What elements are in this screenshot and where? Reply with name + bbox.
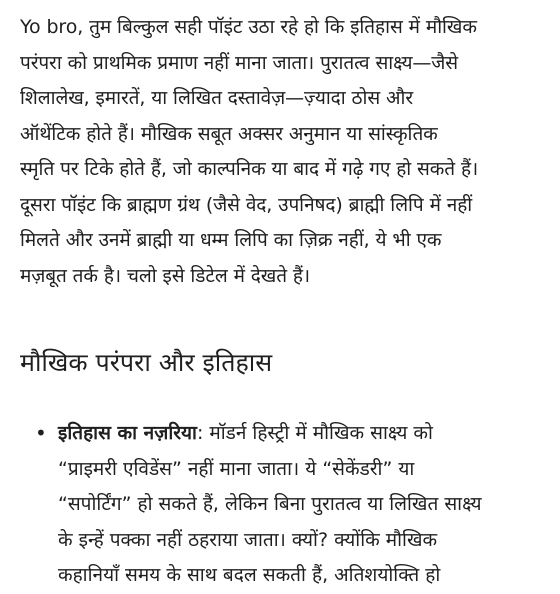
article-body (20, 10, 550, 586)
intro-paragraph (20, 10, 550, 294)
bullet-list (20, 416, 550, 594)
paragraph-line: Yo bro, तुम बिल्कुल सही पॉइंट उठा रहे हो कि इतिहास में मौखिक (20, 16, 477, 38)
paragraph-line: स्मृति पर टिके होते हैं, जो काल्पनिक या बाद में गढ़े गए हो सकते हैं। (20, 158, 479, 180)
paragraph-line: मज़बूत तर्क है। चलो इसे डिटेल में देखते हैं। (20, 264, 310, 287)
paragraph-line: दूसरा पॉइंट कि ब्राह्मण ग्रंथ (जैसे वेद, उपनिषद) ब्राह्मी लिपि में नहीं (20, 193, 473, 216)
list-item-line: कहानियाँ समय के साथ बदल सकती हैं, अतिशयोक्ति हो (58, 564, 441, 586)
list-item-text: : मॉडर्न हिस्ट्री में मौखिक साक्ष्य को (196, 422, 433, 444)
paragraph-line: शिलालेख, इमारतें, या लिखित दस्तावेज़—ज़्यादा ठोस और (20, 87, 414, 109)
list-item-line: के इन्हें पक्का नहीं ठहराया जाता। क्यों? क्योंकि मौखिक (58, 528, 438, 551)
list-item (20, 416, 550, 594)
paragraph-line: मिलते और उनमें ब्राह्मी या धम्म लिपि का ज़िक्र नहीं, ये भी एक (20, 229, 442, 251)
list-item-line: “सपोर्टिंग” हो सकते हैं, लेकिन बिना पुरातत्व या लिखित साक्ष्य (58, 493, 482, 515)
list-item-line: “प्राइमरी एविडेंस” नहीं माना जाता। ये “सेकेंडरी” या (58, 457, 415, 480)
section-heading: मौखिक परंपरा और इतिहास (20, 348, 273, 377)
list-item-term: इतिहास का नज़रिया (58, 422, 197, 444)
paragraph-line: परंपरा को प्राथमिक प्रमाण नहीं माना जाता। पुरातत्व साक्ष्य—जैसे (20, 51, 459, 74)
paragraph-line: ऑथेंटिक होते हैं। मौखिक सबूत अक्सर अनुमान या सांस्कृतिक (20, 122, 438, 145)
bullet-icon: • (35, 421, 47, 445)
list-item-first-line (58, 416, 550, 452)
